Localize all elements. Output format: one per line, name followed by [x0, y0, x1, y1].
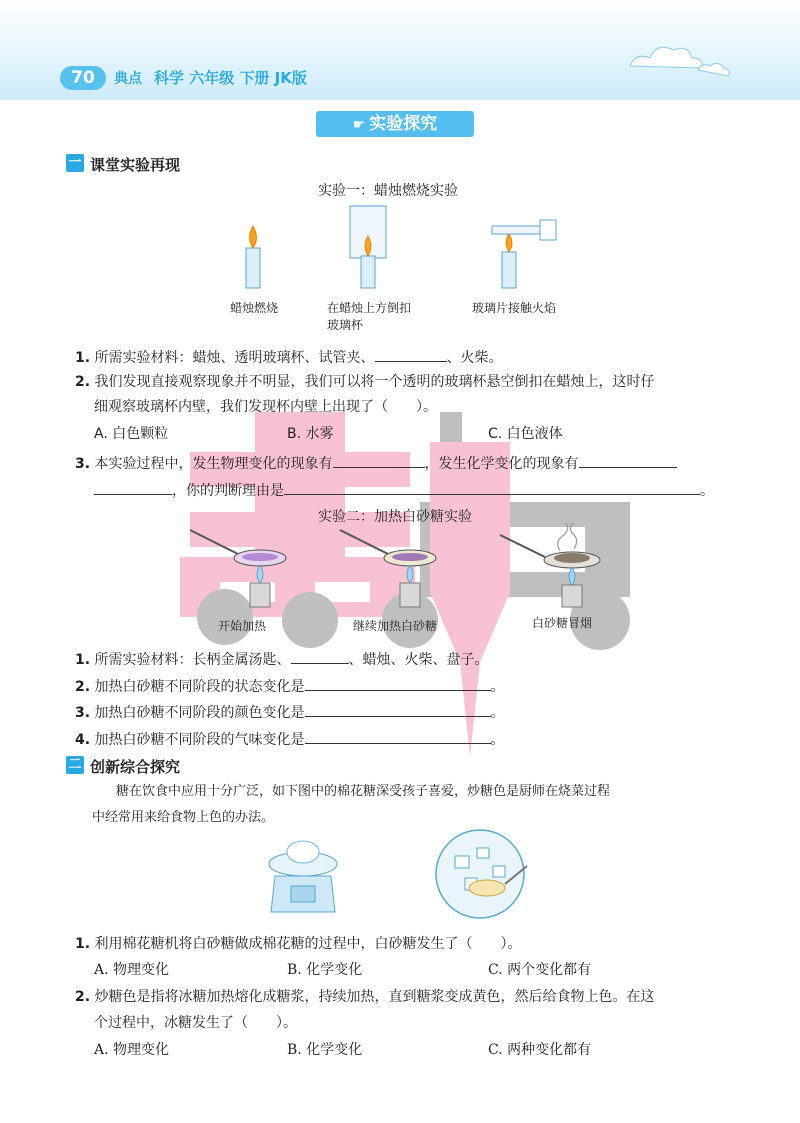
q-number: 1.	[75, 936, 91, 952]
q-text: 加热白砂糖不同阶段的状态变化是	[94, 679, 305, 695]
q-number: 1.	[75, 652, 91, 668]
q-text: 我们发现直接观察现象并不明显，我们可以将一个透明的玻璃杯悬空倒扣在蜡烛上，这时仔	[94, 374, 655, 390]
s2-q2-option-c[interactable]: C. 两种变化都有	[488, 1042, 592, 1058]
answer-blank[interactable]	[305, 676, 491, 691]
q-number: 1.	[75, 350, 91, 366]
exp1-caption-2b: 玻璃杯	[327, 318, 364, 332]
pointing-hand-icon: ☛	[352, 117, 366, 133]
q-text: 本实验过程中，发生物理变化的现象有	[94, 456, 333, 472]
q-text: 加热白砂糖不同阶段的颜色变化是	[94, 705, 305, 721]
s1-question-6	[75, 702, 505, 722]
q-text: 、火柴。	[446, 350, 503, 366]
q-text: 所需实验材料：长柄金属汤匙、	[94, 652, 291, 668]
section2-badge: 二	[66, 756, 84, 774]
q-text: 。	[490, 679, 505, 695]
candle-experiment-figures	[230, 200, 590, 296]
exp2-title: 实验二：加热白砂糖实验	[318, 509, 472, 525]
answer-blank[interactable]	[305, 702, 491, 717]
exp1-caption-1: 蜡烛燃烧	[230, 301, 279, 315]
answer-blank[interactable]	[579, 453, 677, 468]
q-text: 。	[490, 732, 505, 748]
q-number: 4.	[75, 732, 91, 748]
s2-question-2-line1	[75, 988, 655, 1006]
page-number: 70	[60, 66, 106, 90]
answer-blank[interactable]	[305, 729, 491, 744]
banner-title: 实验探究	[369, 114, 438, 134]
q-text: 利用棉花糖机将白砂糖做成棉花糖的过程中，白砂糖发生了（ ）。	[94, 936, 522, 952]
q-text: 炒糖色是指将冰糖加热熔化成糖浆，持续加热，直到糖浆变成黄色，然后给食物上色。在这	[94, 989, 655, 1005]
q-number: 3.	[75, 705, 91, 721]
q-text: 加热白砂糖不同阶段的气味变化是	[94, 732, 305, 748]
s1-question-2-line1	[75, 373, 655, 391]
header-logo: 典点	[114, 71, 142, 87]
exp1-title: 实验一：蜡烛燃烧实验	[318, 183, 458, 199]
q-text: ，发生化学变化的现象有	[424, 456, 579, 472]
q-number: 3.	[75, 456, 91, 472]
s2-question-1	[75, 935, 522, 953]
sugar-heating-figures	[190, 525, 630, 611]
cloud-decoration	[620, 36, 740, 80]
s2-q1-option-a[interactable]: A. 物理变化	[94, 962, 170, 978]
s2-q1-option-c[interactable]: C. 两个变化都有	[488, 962, 592, 978]
s2-question-2-line2: 个过程中，冰糖发生了（ ）。	[94, 1015, 297, 1031]
exp2-caption-2: 继续加热白砂糖	[353, 619, 438, 633]
s2-q1-option-b[interactable]: B. 化学变化	[287, 962, 363, 978]
s1-q2-option-a[interactable]: A. 白色颗粒	[94, 426, 169, 442]
answer-blank[interactable]	[284, 480, 700, 495]
answer-blank[interactable]	[333, 453, 425, 468]
q-text: 。	[700, 483, 714, 499]
section1-badge: 一	[66, 154, 84, 172]
exp2-caption-1: 开始加热	[218, 619, 267, 633]
s2-intro-line1: 糖在饮食中应用十分广泛，如下图中的棉花糖深受孩子喜爱，炒糖色是厨师在烧菜过程	[116, 784, 611, 799]
s2-intro-line2: 中经常用来给食物上色的办法。	[92, 810, 275, 825]
q-text: 所需实验材料：蜡烛、透明玻璃杯、试管夹、	[94, 350, 375, 366]
q-number: 2.	[75, 679, 91, 695]
s1-question-1	[75, 347, 503, 367]
section-banner	[316, 111, 474, 137]
q-number: 2.	[75, 989, 91, 1005]
s1-q2-option-b[interactable]: B. 水雾	[287, 426, 334, 442]
s1-q2-option-c[interactable]: C. 白色液体	[488, 426, 563, 442]
cotton-candy-and-caramel-figures	[255, 826, 535, 926]
q-text: ，你的判断理由是	[172, 483, 284, 499]
s1-question-3-line1	[75, 453, 677, 473]
answer-blank[interactable]	[94, 480, 172, 495]
section2-title: 创新综合探究	[90, 758, 181, 776]
s1-question-7	[75, 729, 505, 749]
s1-question-3-line2	[94, 480, 714, 500]
s1-question-5	[75, 676, 505, 696]
q-text: 、蜡烛、火柴、盘子。	[348, 652, 489, 668]
exp2-caption-3: 白砂糖冒烟	[532, 616, 593, 630]
s2-q2-option-a[interactable]: A. 物理变化	[94, 1042, 170, 1058]
header-title: 科学 六年级 下册 JK版	[154, 69, 307, 87]
s1-question-2-line2: 细观察玻璃杯内壁，我们发现杯内壁上出现了（ ）。	[94, 399, 437, 415]
section1-title: 课堂实验再现	[90, 156, 181, 174]
s2-q2-option-b[interactable]: B. 化学变化	[287, 1042, 363, 1058]
answer-blank[interactable]	[375, 347, 447, 362]
s1-question-4	[75, 649, 489, 669]
exp1-caption-3: 玻璃片接触火焰	[472, 301, 557, 315]
exp1-caption-2a: 在蜡烛上方倒扣	[327, 301, 412, 315]
answer-blank[interactable]	[291, 649, 349, 664]
q-text: 。	[490, 705, 505, 721]
q-number: 2.	[75, 374, 91, 390]
